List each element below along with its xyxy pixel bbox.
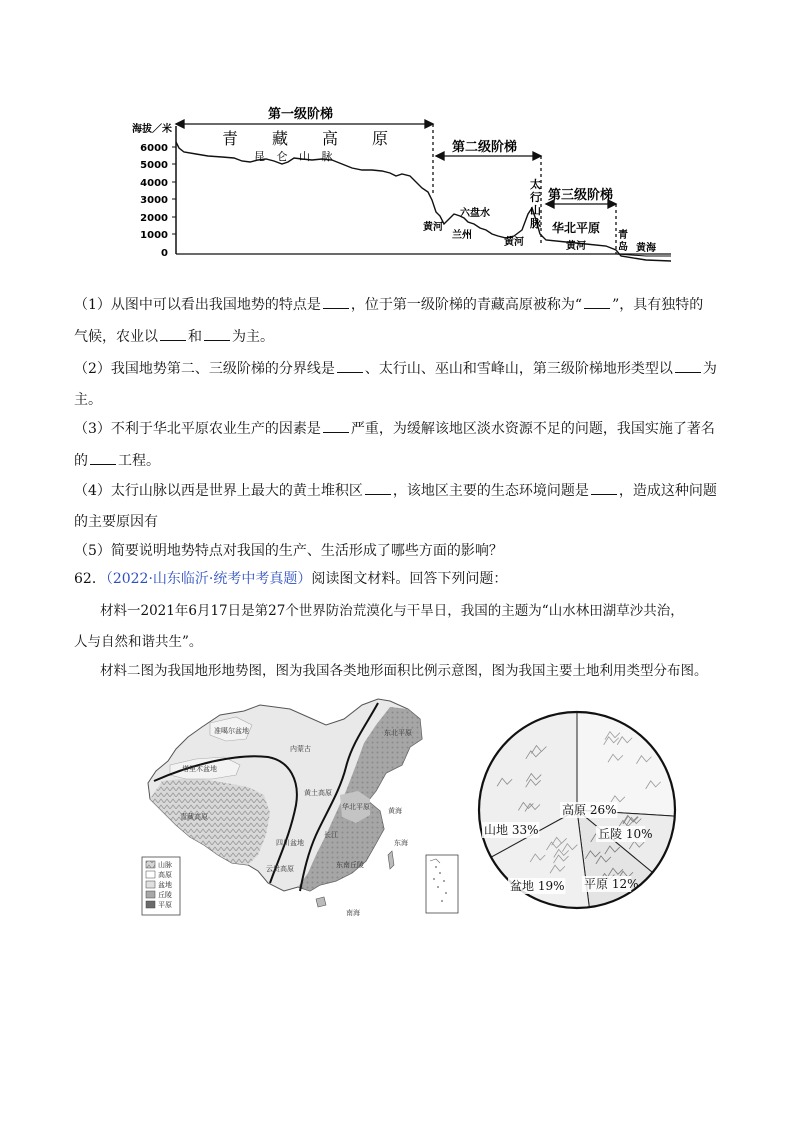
qinghai-xizang-region [150, 779, 270, 865]
qingdao-label [618, 228, 628, 253]
pie-slice-gaoyuan [577, 712, 675, 816]
landform-pie-chart [470, 698, 685, 920]
lanzhou-label: 兰州 [452, 230, 472, 241]
map-label-sichuan: 四川盆地 [276, 839, 304, 847]
answer-blank[interactable] [90, 450, 116, 465]
taihang-char-2: 行 [530, 191, 541, 204]
map-label-dongnan: 东南丘陵 [336, 861, 364, 869]
y-tick-4000: 4000 [140, 178, 168, 189]
y-tick-6000: 6000 [140, 143, 168, 154]
question-3-line-1: （3）不利于华北平原农业生产的因素是 严重，为缓解该地区淡水资源不足的问题，我国实施了著名 [74, 414, 734, 444]
answer-blank[interactable] [337, 358, 363, 373]
step3-label: 第三级阶梯 [548, 188, 614, 203]
map-label-tarim: 塔里木盆地 [182, 765, 217, 773]
question-3-line-2: 的 工程。 [74, 446, 734, 476]
map-label-junggar: 准噶尔盆地 [214, 727, 249, 735]
hainan-island [316, 897, 326, 907]
map-label-huabei: 华北平原 [342, 803, 370, 811]
y-tick-2000: 2000 [140, 213, 168, 224]
question-source-link[interactable]: （2022·山东临沂·统考中考真题） [105, 571, 312, 587]
huanghe-label-1: 黄河 [423, 222, 443, 233]
map-label-huanghai: 黄海 [388, 807, 402, 815]
legend-item-1: 山脉 [158, 861, 172, 869]
map-label-yungui: 云贵高原 [266, 865, 294, 873]
profile-y-axis-label: 海拔／米 [132, 124, 172, 135]
pie-label-pendi: 盆地 19% [510, 879, 565, 893]
pie-label-shandi: 山地 33% [484, 823, 539, 837]
y-tick-5000: 5000 [140, 160, 168, 171]
step1-label: 第一级阶梯 [268, 107, 334, 122]
taihang-char-1: 太 [530, 178, 541, 191]
map-legend [142, 857, 180, 915]
plateau-char-3: 高 [322, 129, 339, 148]
question-1-line-1: （1）从图中可以看出我国地势的特点是 ，位于第一级阶梯的青藏高原被称为“ ”，具有独特的 [74, 290, 734, 320]
answer-blank[interactable] [323, 418, 349, 433]
answer-blank[interactable] [584, 294, 610, 309]
qingdao-char-2: 岛 [618, 242, 628, 253]
taiwan-island [388, 851, 394, 869]
liupanshui-label: 六盘水 [460, 208, 490, 219]
taihang-char-3: 山 [530, 204, 541, 217]
huanghe-label-3: 黄河 [566, 241, 586, 252]
step2-label: 第二级阶梯 [452, 140, 518, 155]
map-label-qinghai-xizang: 青藏高原 [180, 813, 208, 821]
map-label-neimeng: 内蒙古 [290, 745, 311, 753]
map-label-donghai: 东海 [394, 839, 408, 847]
qingdao-char-1: 青 [618, 230, 628, 241]
question-1-line-2: 气候，农业以 和 为主。 [74, 322, 734, 352]
answer-blank[interactable] [365, 480, 391, 495]
material-1-line-1: 材料一2021年6月17日是第27个世界防治荒漠化与干旱日，我国的主题为“山水林田湖草沙共治， [100, 603, 684, 619]
legend-item-3: 盆地 [158, 881, 172, 889]
kunlun-label: 昆 仑 山 脉 [254, 150, 337, 163]
legend-item-2: 高原 [158, 871, 172, 879]
map-label-huangtu: 黄土高原 [304, 789, 332, 797]
answer-blank[interactable] [204, 326, 230, 341]
plateau-char-2: 藏 [272, 129, 289, 148]
legend-item-4: 丘陵 [158, 891, 172, 899]
y-tick-0: 0 [161, 248, 168, 259]
pie-label-gaoyuan: 高原 26% [562, 803, 617, 817]
answer-blank[interactable] [591, 480, 617, 495]
plateau-char-1: 青 [222, 129, 239, 148]
question-2-line-2: 主。 [74, 392, 102, 408]
taihang-char-4: 脉 [530, 217, 541, 230]
china-terrain-map [140, 695, 470, 930]
map-label-nanhai: 南海 [346, 909, 360, 917]
question-4-line-1: （4）太行山脉以西是世界上最大的黄土堆积区 ，该地区主要的生态环境问题是 ，造成这种问题 [74, 476, 734, 506]
plateau-name [222, 129, 388, 148]
pie-label-pingyuan: 平原 12% [584, 877, 639, 891]
huabei-label: 华北平原 [552, 221, 601, 235]
y-tick-3000: 3000 [140, 195, 168, 206]
huanghe-label-2: 黄河 [504, 237, 524, 248]
south-sea-inset [426, 855, 458, 913]
profile-y-ticks [140, 143, 168, 259]
map-label-changjiang: 长江 [324, 831, 338, 839]
material-1-line-2: 人与自然和谐共生”。 [74, 634, 203, 650]
question-2-line-1: （2）我国地势第二、三级阶梯的分界线是 、太行山、巫山和雪峰山，第三级阶梯地形类型以 为 [74, 354, 734, 384]
taihang-label [530, 177, 542, 230]
question-62-header: 62．（2022·山东临沂·统考中考真题）阅读图文材料。回答下列问题： [74, 571, 508, 587]
question-5: （5）简要说明地势特点对我国的生产、生活形成了哪些方面的影响？ [74, 543, 503, 559]
map-label-dongbei: 东北平原 [384, 729, 412, 737]
plateau-char-4: 原 [372, 129, 389, 148]
answer-blank[interactable] [675, 358, 701, 373]
material-2: 材料二图为我国地形地势图，图为我国各类地形面积比例示意图，图为我国主要土地利用类型分布图。 [100, 663, 708, 679]
huanghai-label: 黄海 [636, 243, 656, 254]
legend-item-5: 平原 [158, 901, 172, 909]
pie-label-qiuling: 丘陵 10% [598, 827, 653, 841]
answer-blank[interactable] [160, 326, 186, 341]
terrain-profile-figure [126, 104, 686, 266]
answer-blank[interactable] [323, 294, 349, 309]
question-4-line-2: 的主要原因有 [74, 514, 158, 530]
y-tick-1000: 1000 [140, 230, 168, 241]
